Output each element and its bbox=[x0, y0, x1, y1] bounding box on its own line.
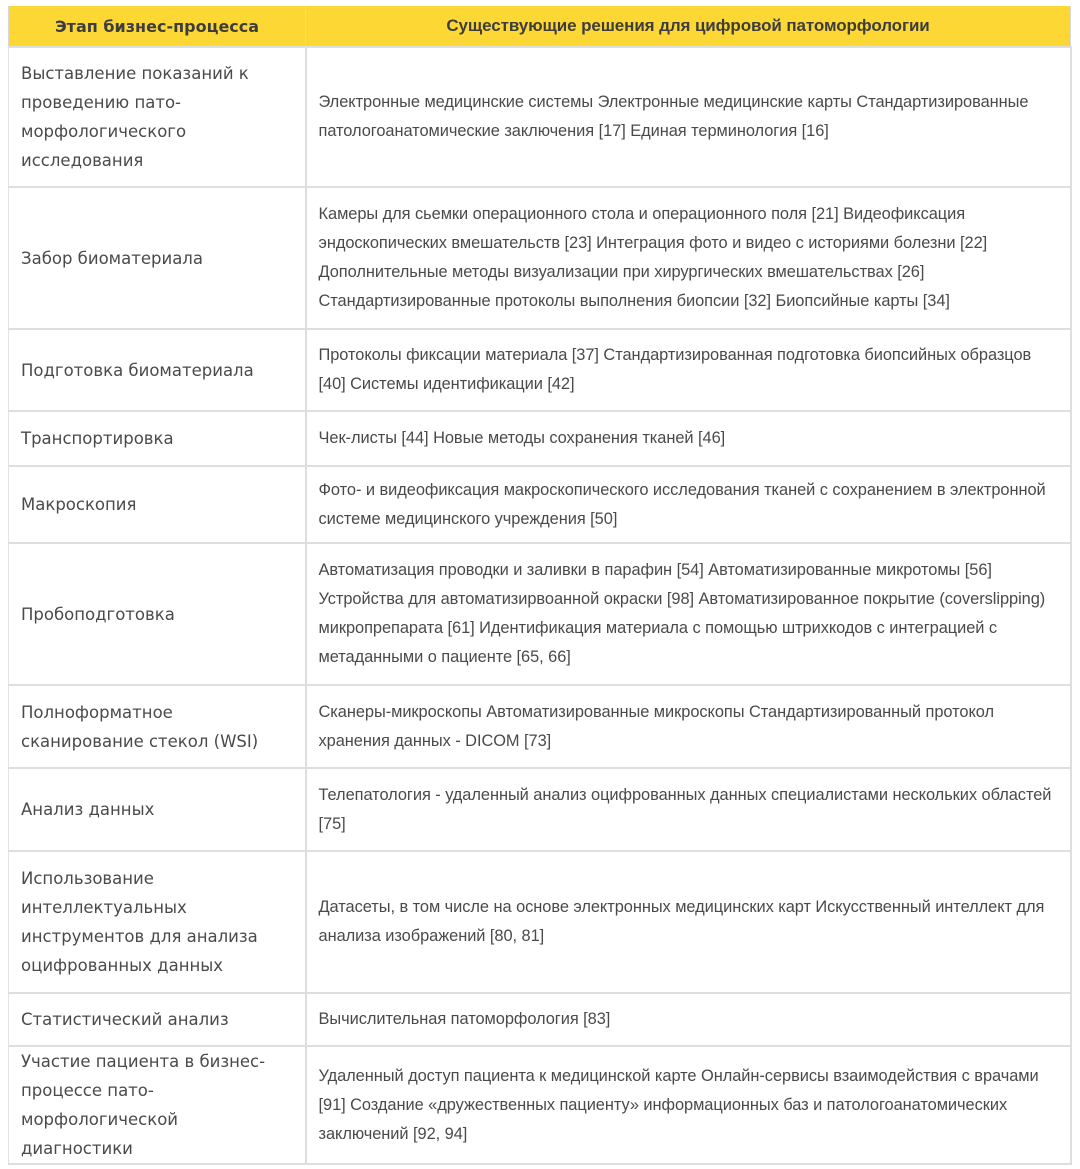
header-solutions: Существующие решения для цифровой патоморфологии bbox=[306, 6, 1071, 47]
solution-cell: Удаленный доступ пациента к медицинской карте Онлайн-сервисы взаимодействия с врачами [91] Создание «дружественных пациенту» информационных баз и патологоанатомических заключений [92, 94] bbox=[306, 1046, 1071, 1164]
stage-cell: Макроскопия bbox=[9, 466, 306, 543]
digital-pathology-table bbox=[8, 6, 1072, 1165]
solution-cell: Телепатология - удаленный анализ оцифрованных данных специалистами нескольких областей [75] bbox=[306, 768, 1071, 851]
table-container bbox=[8, 6, 1070, 1165]
table-row bbox=[9, 993, 1071, 1046]
table-row bbox=[9, 411, 1071, 466]
stage-cell: Использование интеллектуальных инструментов для анализа оцифрованных данных bbox=[9, 851, 306, 993]
solution-cell: Чек-листы [44] Новые методы сохранения тканей [46] bbox=[306, 411, 1071, 466]
header-stage: Этап бизнес-процесса bbox=[9, 6, 306, 47]
table-row bbox=[9, 187, 1071, 329]
stage-cell: Анализ данных bbox=[9, 768, 306, 851]
stage-text: Выставление показаний к проведению пато-морфологического исследования bbox=[21, 64, 249, 170]
table-row bbox=[9, 1046, 1071, 1164]
stage-cell: Полноформатное сканирование стекол (WSI) bbox=[9, 685, 306, 768]
solution-cell: Вычислительная патоморфология [83] bbox=[306, 993, 1071, 1046]
solution-cell: Сканеры-микроскопы Автоматизированные микроскопы Стандартизированный протокол хранения данных - DICOM [73] bbox=[306, 685, 1071, 768]
stage-cell bbox=[9, 47, 306, 187]
table-row bbox=[9, 329, 1071, 411]
stage-cell: Транспортировка bbox=[9, 411, 306, 466]
table-row bbox=[9, 543, 1071, 685]
table-header-row bbox=[9, 6, 1071, 47]
solution-cell: Датасеты, в том числе на основе электронных медицинских карт Искусственный интеллект для анализа изображений [80, 81] bbox=[306, 851, 1071, 993]
stage-cell: Участие пациента в бизнес-процессе пато-морфологической диагностики bbox=[9, 1046, 306, 1164]
table-row bbox=[9, 768, 1071, 851]
solution-cell: Камеры для сьемки операционного стола и операционного поля [21] Видеофиксация эндоскопических вмешательств [23] Интеграция фото и видео с историями болезни [22] Дополнительные методы визуализации при хирургических вмешательствах [26] Стандартизированные протоколы выполнения биопсии [32] Биопсийные карты [34] bbox=[306, 187, 1071, 329]
table-row bbox=[9, 466, 1071, 543]
stage-cell: Подготовка биоматериала bbox=[9, 329, 306, 411]
solution-cell: Автоматизация проводки и заливки в парафин [54] Автоматизированные микротомы [56] Устройства для автоматизирвоанной окраски [98] Автоматизированное покрытие (coverslipping) микропрепарата [61] Идентификация материала с помощью штрихкодов с интеграцией с метаданными о пациенте [65, 66] bbox=[306, 543, 1071, 685]
solution-cell: Протоколы фиксации материала [37] Стандартизированная подготовка биопсийных образцов [40] Системы идентификации [42] bbox=[306, 329, 1071, 411]
solution-cell: Электронные медицинские системы Электронные медицинские карты Стандартизированные патологоанатомические заключения [17] Единая терминология [16] bbox=[306, 47, 1071, 187]
table-row bbox=[9, 685, 1071, 768]
stage-cell: Пробоподготовка bbox=[9, 543, 306, 685]
table-row bbox=[9, 47, 1071, 187]
stage-cell: Забор биоматериала bbox=[9, 187, 306, 329]
solution-cell: Фото- и видеофиксация макроскопического исследования тканей с сохранением в электронной системе медицинского учреждения [50] bbox=[306, 466, 1071, 543]
table-row bbox=[9, 851, 1071, 993]
stage-cell: Статистический анализ bbox=[9, 993, 306, 1046]
